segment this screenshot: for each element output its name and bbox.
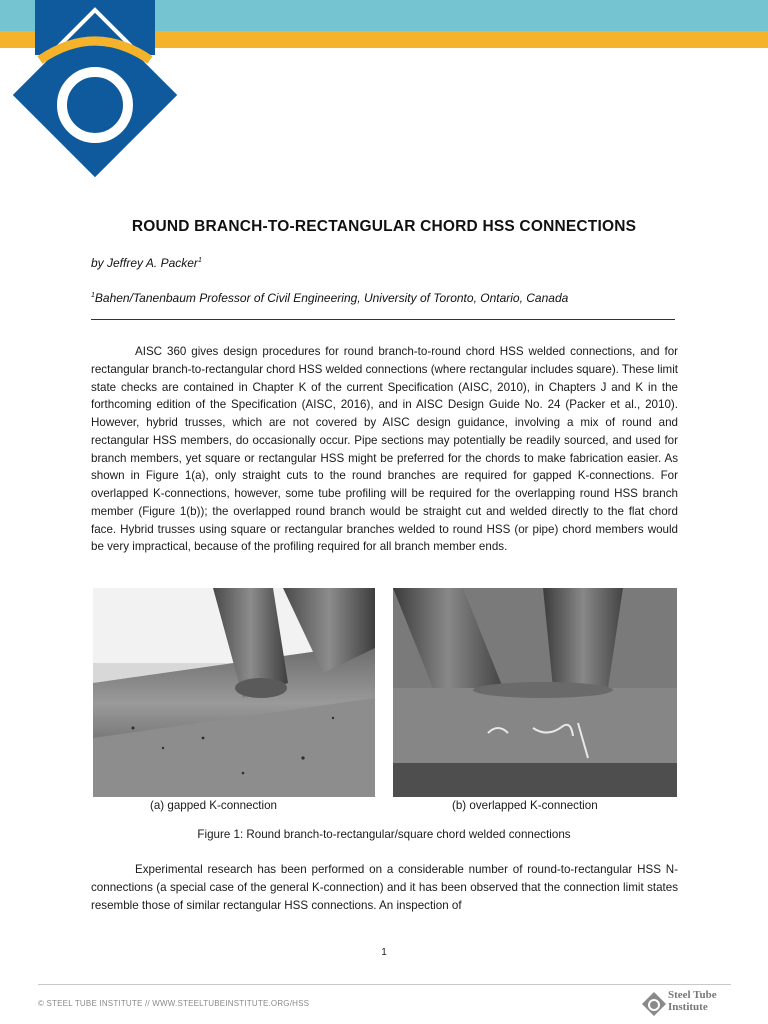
body-paragraph-2 bbox=[91, 861, 678, 914]
footer-logo-text bbox=[668, 990, 717, 1013]
byline bbox=[91, 256, 202, 270]
paragraph-1-text: AISC 360 gives design procedures for round branch-to-round chord HSS welded connections, and for rectangular branch-to-rectangular chord HSS welded connections (where rectangular includes square). These limit state checks are contained in Chapter K of the current Specification (AISC, 2010), in Chapters J and K in the forthcoming edition of the Specification (AISC, 2016), and in AISC Design Guide No. 24 (Packer et al., 2010). However, hybrid trusses, which are not covered by AISC design guidance, involving a mix of round and rectangular HSS members, do occasionally occur. Pipe sections may potentially be readily sourced, and used for branch members, yet square or rectangular HSS might be preferred for the chords to make fabrication easier. As shown in Figure 1(a), only straight cuts to the round branches are required for gapped K-connections. For overlapped K-connections, however, some tube profiling will be required for the overlapping round HSS branch member (Figure 1(b)); the overlapped round branch would be straight cut and welded directly to the flat chord face. Hybrid trusses using square or rectangular branches welded to round HSS (or pipe) chord members would be very impractical, because of the profiling required for all branch member ends. bbox=[91, 345, 678, 554]
affiliation-footnote-mark: 1 bbox=[91, 292, 95, 299]
sti-logo-icon bbox=[0, 0, 200, 200]
figure-photo-gapped-k-connection bbox=[93, 588, 375, 797]
paragraph-2-text: Experimental research has been performed on a considerable number of round-to-rectangular HSS N-connections (a special case of the general K-connection) and it has been observed that the connection limit states resemble those of similar rectangular HSS connections. An inspection of bbox=[91, 863, 678, 912]
article-title: ROUND BRANCH-TO-RECTANGULAR CHORD HSS CONNECTIONS bbox=[131, 218, 637, 235]
figure-photo-overlapped-k-connection bbox=[393, 588, 677, 797]
page-number: 1 bbox=[381, 947, 387, 958]
header-divider bbox=[91, 319, 675, 320]
body-paragraph-1 bbox=[91, 343, 678, 556]
byline-footnote-mark: 1 bbox=[197, 257, 202, 264]
figure-caption: Figure 1: Round branch-to-rectangular/square chord welded connections bbox=[197, 828, 571, 841]
footer-copyright: © STEEL TUBE INSTITUTE // WWW.STEELTUBEINSTITUTE.ORG/HSS bbox=[38, 999, 310, 1008]
figure-caption-a: (a) gapped K-connection bbox=[150, 799, 277, 812]
affiliation bbox=[91, 291, 568, 305]
footer-logo-line-1: Steel Tube bbox=[668, 989, 717, 1001]
figure-caption-b: (b) overlapped K-connection bbox=[452, 799, 598, 812]
byline-text: by Jeffrey A. Packer bbox=[91, 256, 198, 270]
footer-divider bbox=[38, 984, 731, 985]
affiliation-text: Bahen/Tanenbaum Professor of Civil Engineering, University of Toronto, Ontario, Canada bbox=[94, 291, 569, 305]
footer-logo-line-2: Institute bbox=[668, 1000, 708, 1013]
